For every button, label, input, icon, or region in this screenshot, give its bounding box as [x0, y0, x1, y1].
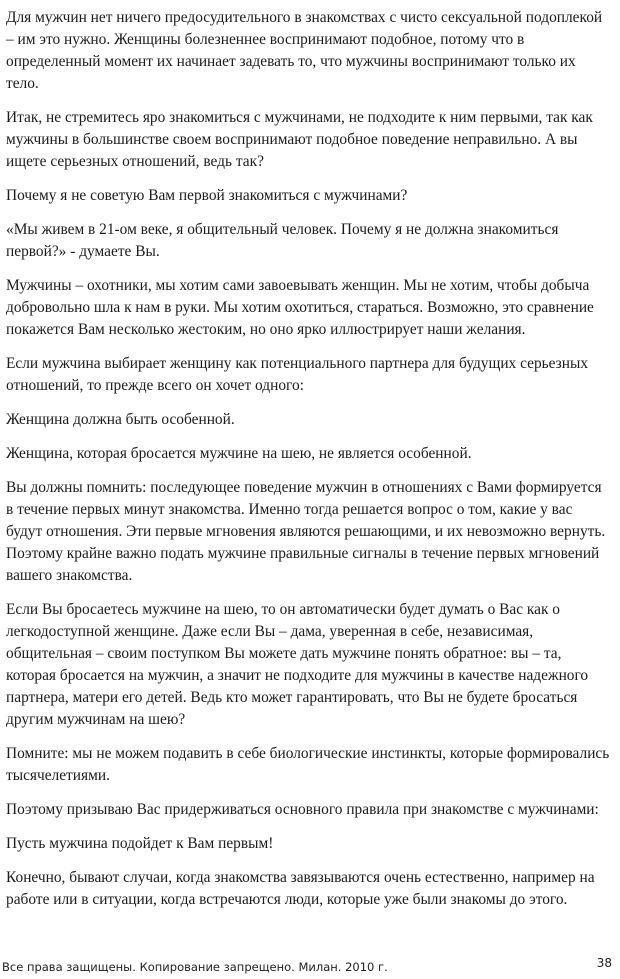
- paragraph-13: Пусть мужчина подойдет к Вам первым!: [6, 835, 274, 852]
- paragraph-1: Для мужчин нет ничего предосудительного в знакомствах с чисто сексуальной подоплекой – им это нужно. Женщины болезненнее воспринимают подобное, потому что в определенный момент их начинает задевать то, что мужчины воспринимают только их тело.: [6, 9, 603, 92]
- paragraph-4: «Мы живем в 21-ом веке, я общительный человек. Почему я не должна знакомиться первой?» - думаете Вы.: [6, 221, 559, 260]
- footer-copyright: Все права защищены. Копирование запрещено. Милан. 2010 г.: [2, 960, 388, 974]
- paragraph-6: Если мужчина выбирает женщину как потенциального партнера для будущих серьезных отношений, то прежде всего он хочет одного:: [6, 355, 589, 394]
- paragraph-5: Мужчины – охотники, мы хотим сами завоевывать женщин. Мы не хотим, чтобы добыча добровольно шла к нам в руки. Мы хотим охотиться, стараться. Возможно, это сравнение покажется Вам несколько жестоким, но оно ярко иллюстрирует наши желания.: [6, 277, 594, 338]
- paragraph-10: Если Вы бросаетесь мужчине на шею, то он автоматически будет думать о Вас как о легкодоступной женщине. Даже если Вы – дама, уверенная в себе, независимая, общительная – своим поступком Вы можете дать мужчине понять обратное: вы – та, которая бросается на мужчин, а значит не подходите для мужчины в качестве надежного партнера, матери его детей. Ведь кто может гарантировать, что Вы не будете бросаться другим мужчинам на шею?: [6, 601, 589, 728]
- paragraph-8: Женщина, которая бросается мужчине на шею, не является особенной.: [6, 445, 472, 462]
- body-text: [6, 7, 612, 923]
- paragraph-11: Помните: мы не можем подавить в себе биологические инстинкты, которые формировались тысячелетиями.: [6, 745, 610, 784]
- paragraph-7: Женщина должна быть особенной.: [6, 411, 235, 428]
- paragraph-9: Вы должны помнить: последующее поведение мужчин в отношениях с Вами формируется в течение первых минут знакомства. Именно тогда решается вопрос о том, какие у вас будут отношения. Эти первые мгновения являются решающими, и их невозможно вернуть. Поэтому крайне важно подать мужчине правильные сигналы в течение первых мгновений вашего знакомства.: [6, 479, 606, 584]
- paragraph-2: Итак, не стремитесь яро знакомиться с мужчинами, не подходите к ним первыми, так как мужчины в большинстве своем воспринимают подобное поведение неправильно. А вы ищете серьезных отношений, ведь так?: [6, 109, 593, 170]
- paragraph-14: Конечно, бывают случаи, когда знакомства завязываются очень естественно, например на работе или в ситуации, когда встречаются люди, которые уже были знакомы до этого.: [6, 869, 595, 908]
- page-number: 38: [596, 956, 612, 970]
- paragraph-3: Почему я не советую Вам первой знакомиться с мужчинами?: [6, 187, 408, 204]
- paragraph-12: Поэтому призываю Вас придерживаться основного правила при знакомстве с мужчинами:: [6, 801, 599, 818]
